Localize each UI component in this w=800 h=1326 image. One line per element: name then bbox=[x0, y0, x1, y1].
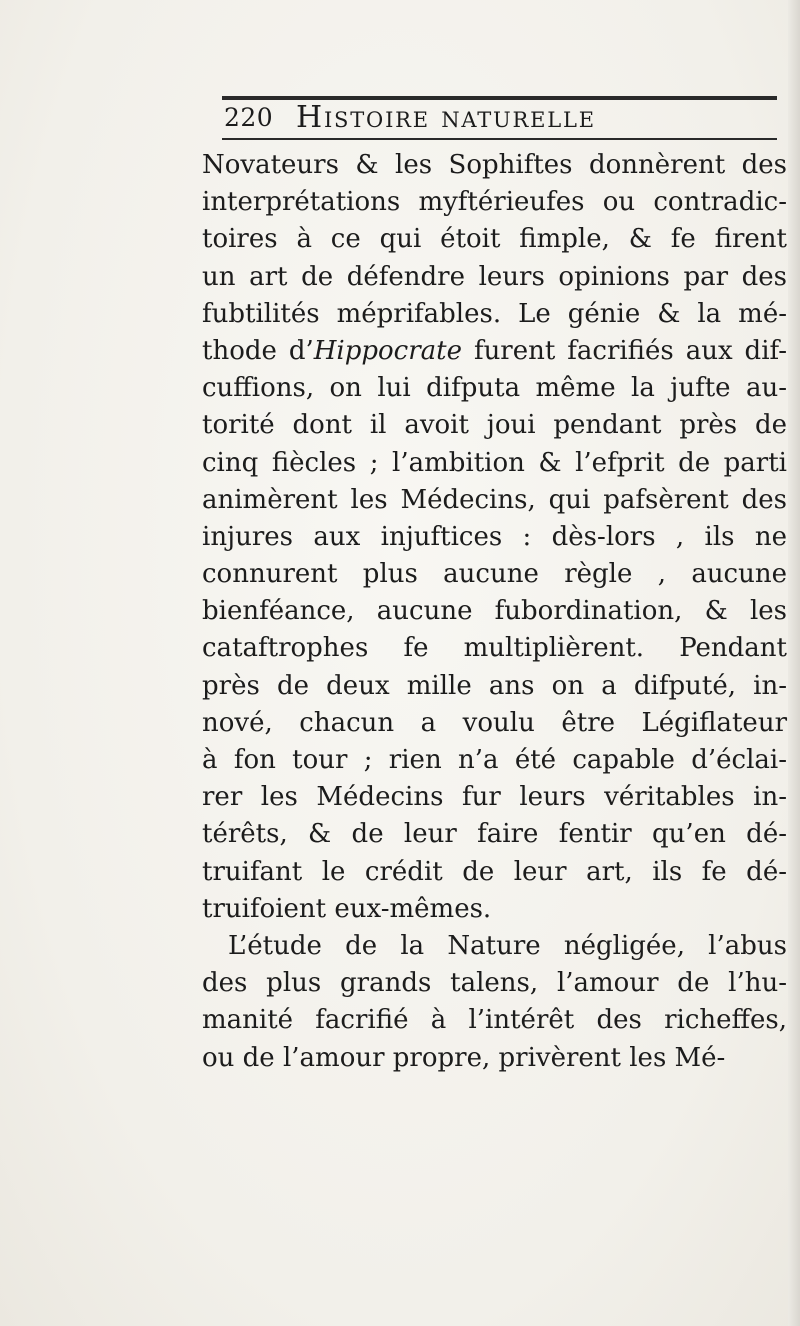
text-line bbox=[202, 705, 787, 742]
text-line bbox=[202, 296, 787, 333]
text-line bbox=[202, 668, 787, 705]
text-line bbox=[202, 519, 787, 556]
text-line bbox=[202, 1002, 787, 1039]
text-line bbox=[202, 742, 787, 779]
text-segment: bienféance, aucune fubordination, & les bbox=[202, 596, 787, 627]
text-segment: furent facrifiés aux dif- bbox=[462, 335, 787, 366]
text-line bbox=[202, 928, 787, 965]
text-line bbox=[202, 333, 787, 370]
header-rule-bottom bbox=[222, 138, 777, 140]
text-line bbox=[202, 445, 787, 482]
text-line bbox=[202, 556, 787, 593]
text-line bbox=[202, 482, 787, 519]
text-segment: cuffions, on lui difputa même la jufte au- bbox=[202, 373, 787, 404]
text-segment: truifant le crédit de leur art, ils fe dé- bbox=[202, 856, 787, 887]
text-line bbox=[202, 816, 787, 853]
text-line bbox=[202, 630, 787, 667]
text-segment: des plus grands talens, l’amour de l’hu- bbox=[202, 968, 787, 999]
text-line bbox=[202, 147, 787, 184]
text-segment: connurent plus aucune règle , aucune bbox=[202, 559, 787, 590]
text-segment: fubtilités méprifables. Le génie & la mé- bbox=[202, 298, 787, 329]
text-segment: thode d’ bbox=[202, 335, 314, 366]
text-line bbox=[202, 891, 787, 928]
page-header bbox=[224, 100, 779, 138]
text-line bbox=[202, 593, 787, 630]
page-edge bbox=[788, 0, 800, 1326]
italic-name: Hippocrate bbox=[313, 335, 462, 366]
text-segment: térêts, & de leur faire fentir qu’en dé- bbox=[202, 819, 787, 850]
text-segment: interprétations myftérieufes ou contradic- bbox=[202, 187, 787, 218]
body-text bbox=[202, 147, 787, 1077]
text-segment: animèrent les Médecins, qui pafsèrent des bbox=[202, 484, 787, 515]
text-segment: à fon tour ; rien n’a été capable d’éclai- bbox=[202, 745, 787, 775]
text-segment: cataftrophes fe multiplièrent. Pendant bbox=[202, 633, 787, 664]
text-line bbox=[202, 259, 787, 296]
text-segment: manité facrifié à l’intérêt des richeffes, bbox=[202, 1005, 787, 1036]
text-segment: L’étude de la Nature négligée, l’abus bbox=[228, 930, 787, 961]
text-line bbox=[202, 965, 787, 1002]
text-segment: un art de défendre leurs opinions par des bbox=[202, 261, 787, 292]
text-segment: cinq fiècles ; l’ambition & l’efprit de parti bbox=[202, 447, 787, 478]
text-segment: torité dont il avoit joui pendant près de bbox=[202, 410, 787, 441]
text-line bbox=[202, 370, 787, 407]
text-segment: injures aux injuftices : dès-lors , ils ne bbox=[202, 521, 787, 552]
text-segment: Novateurs & les Sophiftes donnèrent des bbox=[202, 150, 787, 180]
text-segment: truifoient eux-mêmes. bbox=[202, 893, 492, 924]
text-segment: près de deux mille ans on a difputé, in- bbox=[202, 670, 787, 701]
text-segment: ou de l’amour propre, privèrent les Mé- bbox=[202, 1042, 726, 1073]
text-line bbox=[202, 779, 787, 816]
running-title: Histoire naturelle bbox=[296, 100, 596, 135]
text-line bbox=[202, 854, 787, 891]
text-line bbox=[202, 1040, 787, 1077]
text-line bbox=[202, 221, 787, 258]
page-number: 220 bbox=[224, 103, 274, 132]
text-segment: nové, chacun a voulu être Légiflateur bbox=[202, 707, 787, 738]
text-segment: rer les Médecins fur leurs véritables in- bbox=[202, 782, 787, 813]
text-segment: toires à ce qui étoit fimple, & fe firent bbox=[202, 224, 787, 255]
text-line bbox=[202, 407, 787, 444]
text-line bbox=[202, 184, 787, 221]
